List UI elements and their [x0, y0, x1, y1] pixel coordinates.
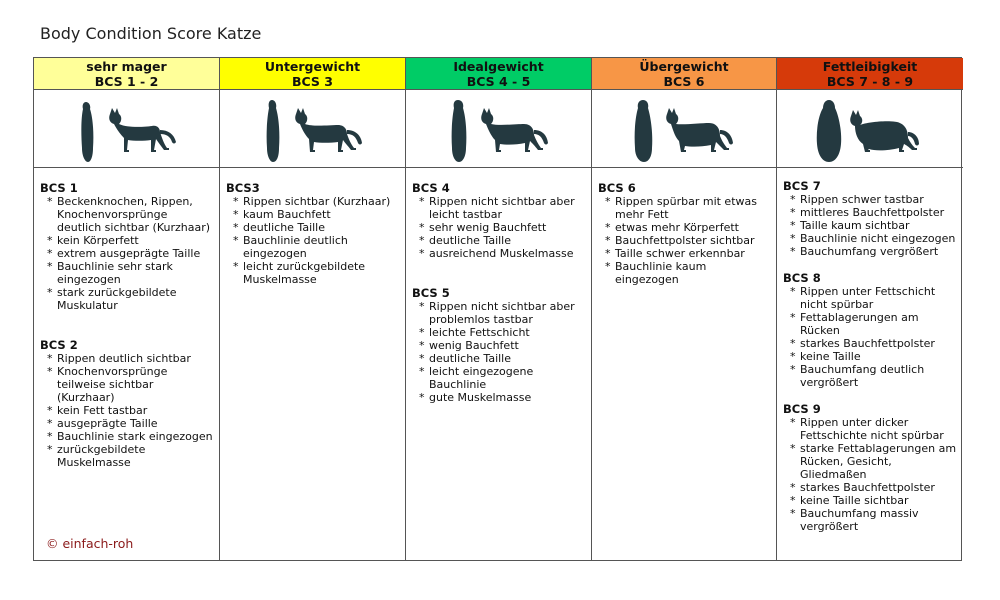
criteria-list	[783, 285, 957, 389]
criteria-item: * Rippen sichtbar (Kurzhaar)	[226, 195, 399, 208]
criteria-item: * Rippen unter Fettschicht nicht spürbar	[783, 285, 957, 311]
criteria-item: * starke Fettablagerungen am Rücken, Gesicht, Gliedmaßen	[783, 442, 957, 481]
criteria-item: * etwas mehr Körperfett	[598, 221, 770, 234]
column-body	[406, 168, 591, 560]
criteria-item: * Rippen unter dicker Fettschichte nicht spürbar	[783, 416, 957, 442]
criteria-item: * sehr wenig Bauchfett	[412, 221, 585, 234]
criteria-item: * Bauchlinie stark eingezogen	[40, 430, 213, 443]
column-body	[34, 168, 219, 560]
column-body	[220, 168, 405, 560]
criteria-list	[783, 193, 957, 258]
cat-illustration	[406, 90, 591, 168]
criteria-item: * deutliche Taille	[412, 234, 585, 247]
column-header	[34, 58, 219, 90]
criteria-item: * Bauchumfang massiv vergrößert	[783, 507, 957, 533]
criteria-list	[598, 195, 770, 286]
bcs-group-title: BCS 2	[40, 338, 78, 352]
category-bcs: BCS 3	[292, 74, 333, 89]
cat-silhouette-icon	[444, 94, 554, 164]
category-bcs: BCS 4 - 5	[466, 74, 531, 89]
bcs-group-title: BCS 9	[783, 402, 821, 416]
criteria-item: * Bauchfettpolster sichtbar	[598, 234, 770, 247]
criteria-item: * Beckenknochen, Rippen, Knochenvorsprünge deutlich sichtbar (Kurzhaar)	[40, 195, 213, 234]
bcs-group-title: BCS 1	[40, 181, 78, 195]
criteria-item: * Rippen schwer tastbar	[783, 193, 957, 206]
cat-illustration	[592, 90, 776, 168]
bcs-group-title: BCS 7	[783, 179, 821, 193]
criteria-item: * Taille kaum sichtbar	[783, 219, 957, 232]
criteria-item: * ausgeprägte Taille	[40, 417, 213, 430]
criteria-item: * Bauchlinie deutlich eingezogen	[226, 234, 399, 260]
bcs-group-title: BCS 4	[412, 181, 450, 195]
bcs-group-title: BCS 5	[412, 286, 450, 300]
criteria-item: * Bauchumfang vergrößert	[783, 245, 957, 258]
category-bcs: BCS 6	[663, 74, 705, 89]
cat-silhouette-icon	[72, 94, 182, 164]
criteria-item: * Bauchlinie nicht eingezogen	[783, 232, 957, 245]
category-bcs: BCS 1 - 2	[94, 74, 159, 89]
bcs-group	[783, 272, 957, 389]
bcs-table	[33, 57, 962, 561]
criteria-item: * starkes Bauchfettpolster	[783, 337, 957, 350]
bcs-group-title: BCS 6	[598, 181, 636, 195]
category-name: Fettleibigkeit	[822, 59, 918, 74]
criteria-item: * Rippen nicht sichtbar aber problemlos tastbar	[412, 300, 585, 326]
criteria-item: * kein Fett tastbar	[40, 404, 213, 417]
criteria-item: * keine Taille	[783, 350, 957, 363]
criteria-item: * deutliche Taille	[412, 352, 585, 365]
bcs-group	[598, 182, 770, 286]
cat-silhouette-icon	[629, 94, 739, 164]
page-title: Body Condition Score Katze	[40, 24, 262, 43]
column-header	[777, 58, 963, 90]
cat-silhouette-icon	[258, 94, 368, 164]
column-sehr-mager	[34, 58, 220, 560]
column-body	[777, 168, 963, 560]
criteria-item: * deutliche Taille	[226, 221, 399, 234]
criteria-list	[40, 352, 213, 469]
criteria-item: * leicht eingezogene Bauchlinie	[412, 365, 585, 391]
column-fettleibigkeit	[777, 58, 963, 560]
criteria-item: * Rippen nicht sichtbar aber leicht tastbar	[412, 195, 585, 221]
criteria-item: * keine Taille sichtbar	[783, 494, 957, 507]
column-untergewicht	[220, 58, 406, 560]
criteria-list	[783, 416, 957, 533]
column-idealgewicht	[406, 58, 592, 560]
bcs-group	[226, 182, 399, 286]
cat-illustration	[34, 90, 219, 168]
criteria-list	[40, 195, 213, 312]
bcs-group	[412, 287, 585, 404]
bcs-group-title: BCS 8	[783, 271, 821, 285]
criteria-list	[412, 300, 585, 404]
category-name: Untergewicht	[264, 59, 361, 74]
category-name: sehr mager	[86, 59, 167, 74]
cat-illustration	[220, 90, 405, 168]
bcs-group-title: BCS3	[226, 181, 260, 195]
criteria-item: * Bauchlinie sehr stark eingezogen	[40, 260, 213, 286]
criteria-item: * Rippen spürbar mit etwas mehr Fett	[598, 195, 770, 221]
copyright: © einfach-roh	[46, 536, 134, 551]
bcs-group	[412, 182, 585, 260]
column-body	[592, 168, 776, 560]
category-name: Übergewicht	[639, 59, 729, 74]
criteria-list	[412, 195, 585, 260]
criteria-item: * mittleres Bauchfettpolster	[783, 206, 957, 219]
criteria-item: * Bauchumfang deutlich vergrößert	[783, 363, 957, 389]
category-bcs: BCS 7 - 8 - 9	[826, 74, 914, 89]
bcs-group	[783, 180, 957, 258]
column-header	[220, 58, 405, 90]
bcs-group	[40, 339, 213, 469]
cat-silhouette-icon	[815, 94, 925, 164]
criteria-item: * leicht zurückgebildete Muskelmasse	[226, 260, 399, 286]
cat-illustration	[777, 90, 963, 168]
column-header	[592, 58, 776, 90]
category-name: Idealgewicht	[453, 59, 544, 74]
criteria-item: * Fettablagerungen am Rücken	[783, 311, 957, 337]
criteria-item: * kaum Bauchfett	[226, 208, 399, 221]
bcs-group	[40, 182, 213, 312]
criteria-item: * wenig Bauchfett	[412, 339, 585, 352]
column-header	[406, 58, 591, 90]
criteria-item: * zurückgebildete Muskelmasse	[40, 443, 213, 469]
criteria-item: * Bauchlinie kaum eingezogen	[598, 260, 770, 286]
criteria-list	[226, 195, 399, 286]
column-uebergewicht	[592, 58, 777, 560]
bcs-group	[783, 403, 957, 533]
criteria-item: * ausreichend Muskelmasse	[412, 247, 585, 260]
criteria-item: * stark zurückgebildete Muskulatur	[40, 286, 213, 312]
criteria-item: * kein Körperfett	[40, 234, 213, 247]
criteria-item: * leichte Fettschicht	[412, 326, 585, 339]
criteria-item: * gute Muskelmasse	[412, 391, 585, 404]
criteria-item: * Knochenvorsprünge teilweise sichtbar (Kurzhaar)	[40, 365, 213, 404]
criteria-item: * Rippen deutlich sichtbar	[40, 352, 213, 365]
criteria-item: * extrem ausgeprägte Taille	[40, 247, 213, 260]
criteria-item: * Taille schwer erkennbar	[598, 247, 770, 260]
criteria-item: * starkes Bauchfettpolster	[783, 481, 957, 494]
